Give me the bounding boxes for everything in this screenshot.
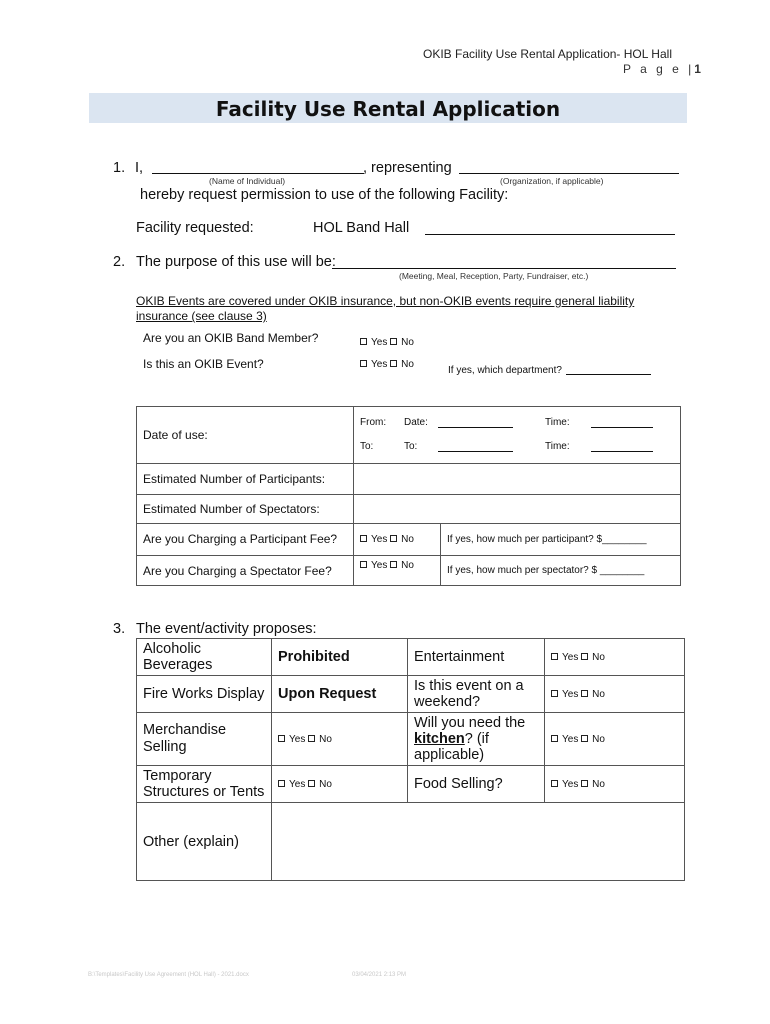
no-label: No: [319, 778, 332, 790]
checkbox-icon[interactable]: [278, 780, 285, 787]
alcohol-value: Prohibited: [272, 639, 408, 676]
table-row: [137, 639, 685, 676]
yes-label: Yes: [289, 778, 306, 790]
organization-field[interactable]: [459, 173, 679, 174]
table-row: [137, 556, 681, 586]
checkbox-icon[interactable]: [308, 780, 315, 787]
from-time-label: Time:: [545, 417, 570, 428]
checkbox-icon[interactable]: [581, 690, 588, 697]
band-member-yes-no[interactable]: [360, 337, 414, 348]
purpose-field[interactable]: [332, 268, 676, 269]
table-row: [137, 495, 681, 524]
yes-label: Yes: [562, 778, 579, 790]
organization-hint: (Organization, if applicable): [500, 176, 604, 186]
checkbox-icon[interactable]: [551, 735, 558, 742]
checkbox-icon[interactable]: [390, 338, 397, 345]
checkbox-icon[interactable]: [551, 653, 558, 660]
question-okib-event: Is this an OKIB Event?: [143, 357, 264, 371]
request-text: hereby request permission to use of the following Facility:: [140, 187, 509, 203]
spectators-input[interactable]: [354, 495, 681, 524]
checkbox-icon[interactable]: [551, 780, 558, 787]
kitchen-pre: Will you need the: [414, 715, 526, 731]
footer-file: B:\Templates\Facility Use Agreement (HOL Hall) - 2021.docx: [88, 972, 249, 978]
spectator-fee-yes-no[interactable]: [354, 556, 441, 586]
okib-event-yes-no[interactable]: [360, 359, 414, 370]
insurance-note-2: insurance (see clause 3): [136, 309, 267, 323]
page-label-text: P a g e |: [623, 62, 695, 76]
no-label: No: [401, 337, 414, 348]
participants-input[interactable]: [354, 464, 681, 495]
fireworks-label: Fire Works Display: [137, 676, 272, 713]
page-label: [623, 62, 701, 76]
food-selling-yes-no[interactable]: [545, 766, 685, 803]
purpose-hint: (Meeting, Meal, Reception, Party, Fundraiser, etc.): [399, 271, 589, 281]
section2-number: 2.: [113, 254, 126, 270]
use-details-table: [136, 406, 681, 586]
yes-label: Yes: [562, 733, 579, 745]
checkbox-icon[interactable]: [581, 735, 588, 742]
no-label: No: [592, 778, 605, 790]
name-hint: (Name of Individual): [209, 176, 286, 186]
yes-label: Yes: [371, 560, 388, 571]
date-of-use-label: Date of use:: [137, 407, 354, 464]
weekend-yes-no[interactable]: [545, 676, 685, 713]
checkbox-icon[interactable]: [360, 535, 367, 542]
department-field[interactable]: [566, 374, 651, 375]
participants-label: Estimated Number of Participants:: [137, 464, 354, 495]
page-number: 1: [694, 62, 701, 76]
document-header: OKIB Facility Use Rental Application- HOL Hall: [423, 47, 672, 61]
checkbox-icon[interactable]: [390, 561, 397, 568]
no-label: No: [401, 534, 414, 545]
yes-label: Yes: [562, 651, 579, 663]
yes-label: Yes: [289, 733, 306, 745]
title-bar: [89, 93, 687, 123]
spectator-amount[interactable]: If yes, how much per spectator? $ ________: [441, 556, 681, 586]
from-date-label: Date:: [404, 417, 428, 428]
checkbox-icon[interactable]: [390, 535, 397, 542]
merchandise-label: Merchandise Selling: [137, 713, 272, 766]
checkbox-icon[interactable]: [581, 653, 588, 660]
fireworks-value: Upon Request: [272, 676, 408, 713]
purpose-label: The purpose of this use will be:: [136, 254, 336, 270]
participant-fee-yes-no[interactable]: [354, 524, 441, 556]
other-label: Other (explain): [137, 803, 272, 881]
no-label: No: [319, 733, 332, 745]
date-time-cell: [354, 407, 681, 464]
checkbox-icon[interactable]: [360, 561, 367, 568]
checkbox-icon[interactable]: [308, 735, 315, 742]
to-time-field[interactable]: [591, 451, 653, 452]
no-label: No: [592, 733, 605, 745]
from-label: From:: [360, 417, 387, 428]
yes-label: Yes: [371, 337, 388, 348]
entertainment-label: Entertainment: [408, 639, 545, 676]
table-row: [137, 524, 681, 556]
kitchen-label: [408, 713, 545, 766]
question-band-member: Are you an OKIB Band Member?: [143, 331, 319, 345]
from-date-field[interactable]: [438, 427, 513, 428]
table-row: [137, 676, 685, 713]
kitchen-post: ? (if applicable): [414, 731, 489, 763]
footer-date: 03/04/2021 2:13 PM: [352, 972, 407, 978]
department-label: If yes, which department?: [448, 365, 562, 376]
tents-label: Temporary Structures or Tents: [137, 766, 272, 803]
to-label: To:: [360, 441, 374, 452]
page-title: Facility Use Rental Application: [215, 97, 561, 121]
to-date-field[interactable]: [438, 451, 513, 452]
facility-label: Facility requested:: [136, 220, 254, 236]
checkbox-icon[interactable]: [390, 360, 397, 367]
to-time-label: Time:: [545, 441, 570, 452]
facility-extra-field[interactable]: [425, 234, 675, 235]
weekend-label: Is this event on a weekend?: [408, 676, 545, 713]
no-label: No: [592, 651, 605, 663]
no-label: No: [401, 359, 414, 370]
facility-value: HOL Band Hall: [313, 220, 410, 236]
kitchen-word: kitchen: [414, 731, 465, 747]
section1-number: 1.: [113, 160, 126, 176]
participant-amount[interactable]: If yes, how much per participant? $________: [441, 524, 681, 556]
no-label: No: [401, 560, 414, 571]
other-input[interactable]: [272, 803, 685, 881]
spectator-fee-label: Are you Charging a Spectator Fee?: [137, 556, 354, 586]
from-time-field[interactable]: [591, 427, 653, 428]
checkbox-icon[interactable]: [360, 338, 367, 345]
individual-name-field[interactable]: [152, 173, 364, 174]
yes-label: Yes: [371, 534, 388, 545]
table-row: [137, 407, 681, 464]
table-row: [137, 464, 681, 495]
representing-label: , representing: [363, 160, 452, 176]
merchandise-yes-no[interactable]: [272, 713, 408, 766]
checkbox-icon[interactable]: [278, 735, 285, 742]
table-row: [137, 713, 685, 766]
checkbox-icon[interactable]: [360, 360, 367, 367]
kitchen-yes-no[interactable]: [545, 713, 685, 766]
food-selling-label: Food Selling?: [408, 766, 545, 803]
yes-label: Yes: [371, 359, 388, 370]
spectators-label: Estimated Number of Spectators:: [137, 495, 354, 524]
section3-label: The event/activity proposes:: [136, 621, 317, 637]
i-label: I,: [135, 160, 144, 176]
participant-fee-label: Are you Charging a Participant Fee?: [137, 524, 354, 556]
insurance-note: OKIB Events are covered under OKIB insurance, but non-OKIB events require general liability: [136, 294, 635, 308]
alcohol-label: Alcoholic Beverages: [137, 639, 272, 676]
tents-yes-no[interactable]: [272, 766, 408, 803]
entertainment-yes-no[interactable]: [545, 639, 685, 676]
to-date-label: To:: [404, 441, 418, 452]
activity-table: [136, 638, 685, 881]
section3-number: 3.: [113, 621, 126, 637]
table-row: [137, 803, 685, 881]
yes-label: Yes: [562, 688, 579, 700]
table-row: [137, 766, 685, 803]
checkbox-icon[interactable]: [581, 780, 588, 787]
no-label: No: [592, 688, 605, 700]
checkbox-icon[interactable]: [551, 690, 558, 697]
